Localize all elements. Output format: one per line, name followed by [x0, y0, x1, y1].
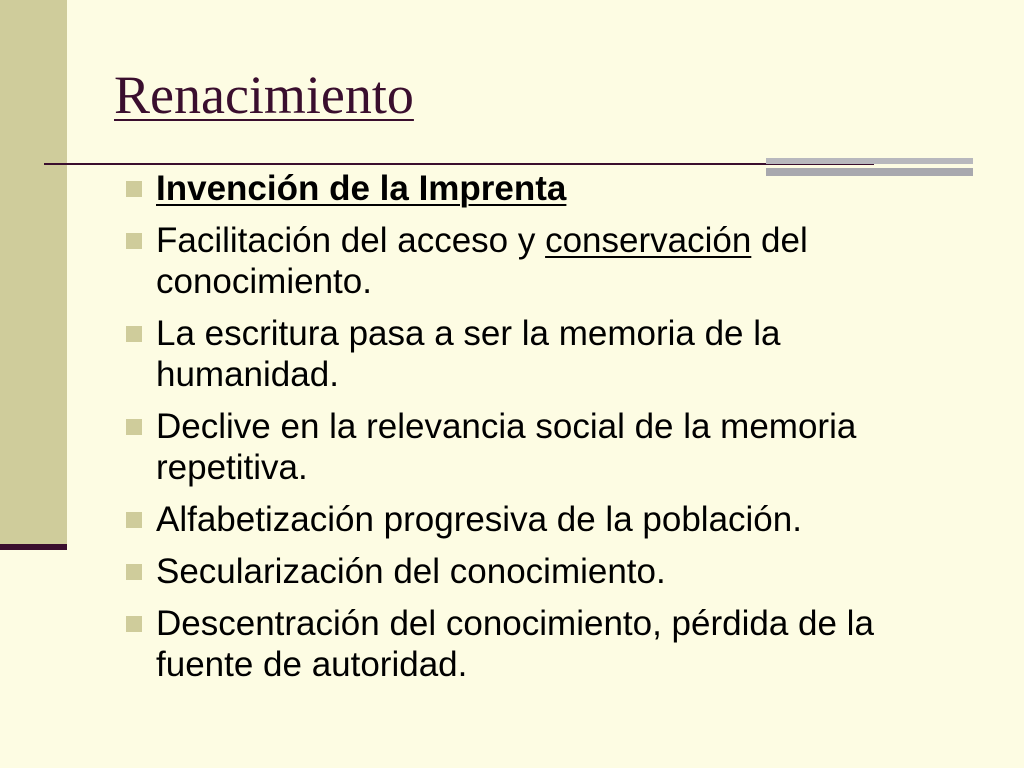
- bullet-item: [124, 220, 914, 302]
- bullet-text: La escritura pasa a ser la memoria de la humanidad.: [156, 314, 781, 394]
- bullet-square-icon: [126, 512, 142, 528]
- bullet-text: Secularización del conocimiento.: [156, 552, 666, 591]
- left-decorative-band: [0, 0, 67, 550]
- bullet-square-icon: [126, 326, 142, 342]
- bullet-text: Declive en la relevancia social de la memoria repetitiva.: [156, 407, 857, 487]
- bullet-square-icon: [126, 616, 142, 632]
- bullet-item: [124, 313, 914, 395]
- bullet-item: [124, 168, 914, 209]
- bullet-square-icon: [126, 564, 142, 580]
- slide-title: Renacimiento: [114, 65, 414, 125]
- gray-bar-top: [766, 158, 973, 164]
- bullet-text: conservación: [545, 221, 752, 260]
- bullet-text: Descentración del conocimiento, pérdida de la fuente de autoridad.: [156, 604, 874, 684]
- bullet-item: [124, 406, 914, 488]
- bullet-square-icon: [126, 181, 142, 197]
- title-divider: [44, 163, 874, 165]
- bullet-text: Alfabetización progresiva de la población.: [156, 500, 802, 539]
- bullet-item: [124, 603, 914, 685]
- bullet-text: Invención de la Imprenta: [156, 169, 567, 208]
- bullet-list: [124, 168, 914, 696]
- left-accent-bar: [0, 544, 67, 550]
- bullet-item: [124, 499, 914, 540]
- bullet-text: del conocimiento.: [156, 221, 808, 301]
- bullet-square-icon: [126, 233, 142, 249]
- bullet-square-icon: [126, 419, 142, 435]
- bullet-text: Facilitación del acceso y: [156, 221, 546, 260]
- bullet-item: [124, 551, 914, 592]
